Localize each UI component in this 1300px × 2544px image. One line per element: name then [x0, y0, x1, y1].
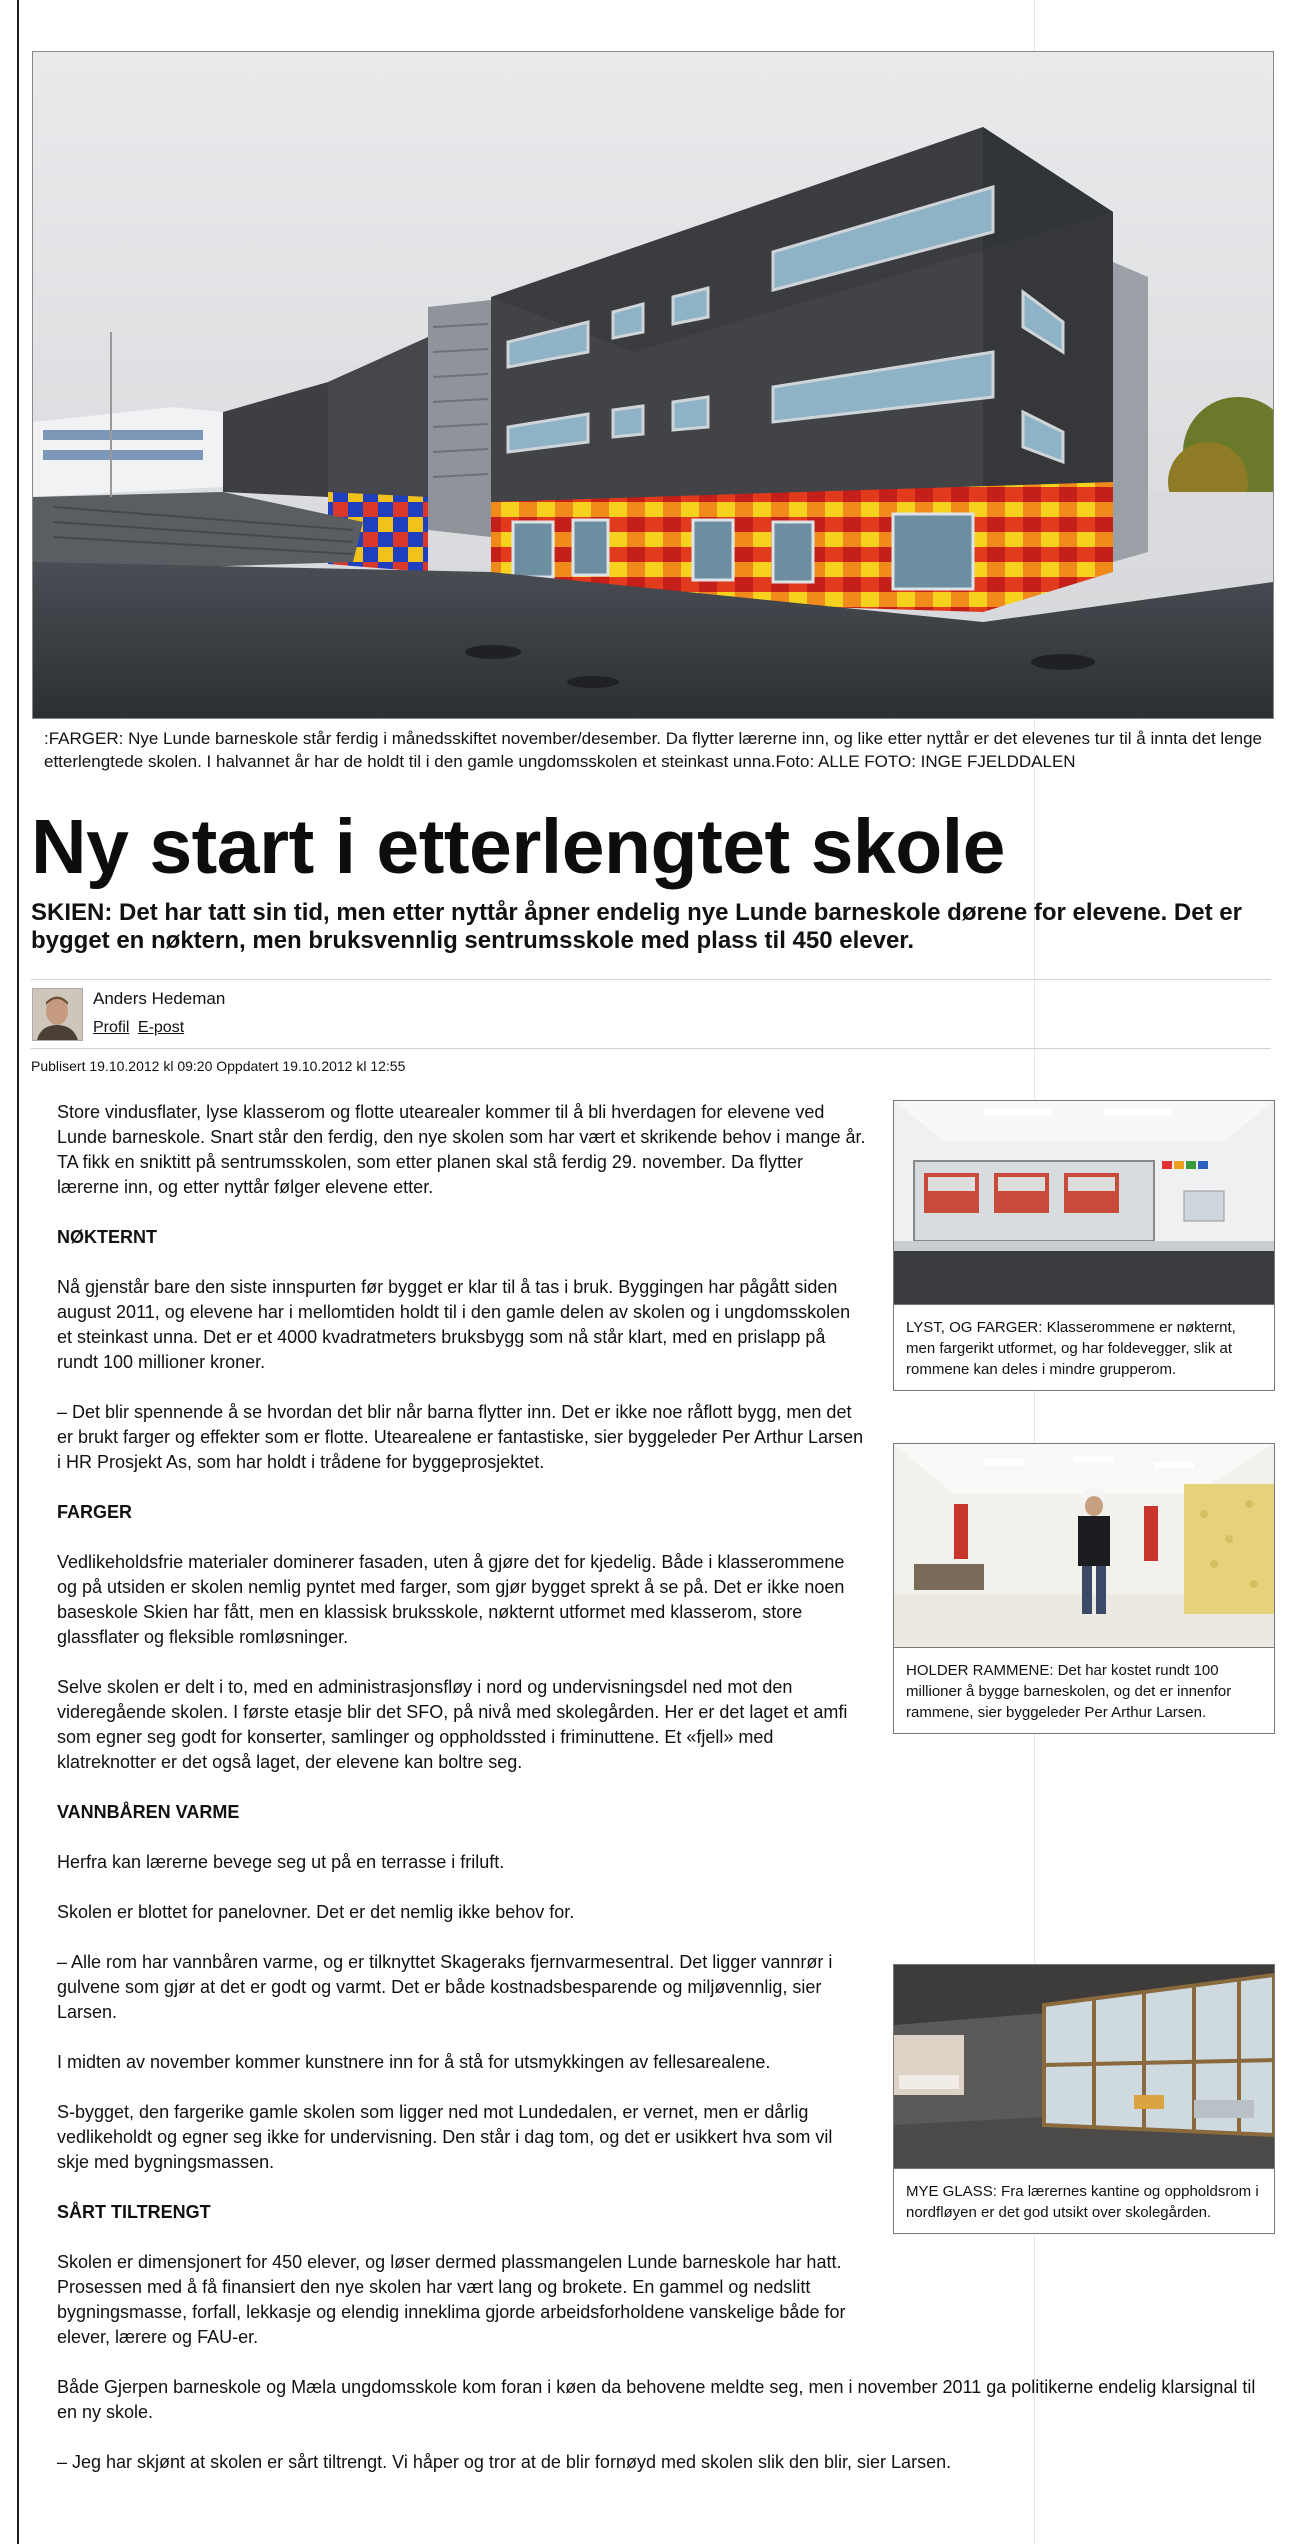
article-subheading: SÅRT TILTRENGT: [57, 2202, 211, 2222]
left-border-rule: [17, 0, 19, 2544]
article-paragraph: Skolen er dimensjonert for 450 elever, og løser dermed plassmangelen Lunde barneskole har hatt. Prosessen med å få finansiert den nye skolen har vært lang og brokete. En gammel og nedslitt bygningsmasse, forfall, lekkasje og elendig inneklima gjorde arbeidsforholdene vanskelige både for elever, lærere og FAU-er.: [57, 2252, 846, 2347]
article-lead: SKIEN: Det har tatt sin tid, men etter nyttår åpner endelig nye Lunde barneskole dørene for elevene. Det er bygget en nøktern, men bruksvennlig sentrumsskole med plass til 450 elever.: [31, 899, 1242, 954]
hallway-photo: [894, 1444, 1274, 1648]
figure-glass-room: [893, 1964, 1275, 2234]
glass-room-photo: [894, 1965, 1274, 2169]
article-paragraph: I midten av november kommer kunstnere inn for å stå for utsmykkingen av fellesarealene.: [57, 2052, 771, 2072]
author-avatar: [32, 988, 83, 1041]
byline-top-divider: [31, 979, 1271, 980]
article-paragraph: Selve skolen er delt i to, med en administrasjonsfløy i nord og undervisningsdel ned mot den videregående skolen. I første etasje blir det SFO, på nivå med skolegården. Her er det laget et amfi som egner seg godt for konserter, samlinger og oppholdssted i friminuttene. Et «fjell» med klatreknotter er det også laget, der elevene kan boltre seg.: [57, 1677, 848, 1772]
article-subheading: VANNBÅREN VARME: [57, 1802, 240, 1822]
article-paragraph: Vedlikeholdsfrie materialer dominerer fasaden, uten å gjøre det for kjedelig. Både i klasserommene og på utsiden er skolen nemlig pyntet med farger, som gjør bygget sprekt å se på. Det er ikke noen baseskole Skien har fått, men en klassisk bruksskole, nøkternt utformet med klasserom, store glassflater og fleksible romløsninger.: [57, 1552, 845, 1647]
hero-photo-caption: :FARGER: Nye Lunde barneskole står ferdig i månedsskiftet november/desember. Da flytter lærerne inn, og like etter nyttår er det elevenes tur til å innta det lenge etterlengtede skolen. I halvannet år har de holdt til i den gamle ungdomsskolen et steinkast unna.Foto: ALLE FOTO: INGE FJELDDALEN: [44, 729, 1263, 771]
article-paragraph: – Det blir spennende å se hvordan det blir når barna flytter inn. Det er ikke noe råflott bygg, men det er brukt farger og effekter som er flotte. Utearealene er fantastiske, sier byggeleder Per Arthur Larsen i HR Prosjekt As, som har holdt i trådene for byggeprosjektet.: [57, 1402, 864, 1472]
article-paragraph: Skolen er blottet for panelovner. Det er det nemlig ikke behov for.: [57, 1902, 575, 1922]
classroom-photo: [894, 1101, 1274, 1305]
article-paragraph: Nå gjenstår bare den siste innspurten før bygget er klar til å tas i bruk. Byggingen har pågått siden august 2011, og elevene har i mellomtiden holdt til i den gamle delen av skolen og i ungdomsskolen et steinkast unna. Det er et 4000 kvadratmeters bruksbygg som nå står klart, med en prislapp på rundt 100 millioner kroner.: [57, 1277, 851, 1372]
article-paragraph: Herfra kan lærerne bevege seg ut på en terrasse i friluft.: [57, 1852, 505, 1872]
author-email-link[interactable]: E-post: [137, 1019, 185, 1036]
school-building-illustration: [33, 52, 1273, 718]
article-paragraph: Store vindusflater, lyse klasserom og flotte utearealer kommer til å bli hverdagen for elevene ved Lunde barneskole. Snart står den ferdig, den nye skolen som har vært et skrikende behov i mange år. TA fikk en sniktitt på sentrumsskolen, som etter planen skal stå ferdig 29. november. Da flytter lærerne inn, og etter nyttår følger elevene etter.: [57, 1102, 866, 1197]
publish-timestamp: Publisert 19.10.2012 kl 09:20 Oppdatert 19.10.2012 kl 12:55: [31, 1058, 406, 1074]
article-headline: Ny start i etterlengtet skole: [31, 804, 1005, 890]
article-subheading: FARGER: [57, 1502, 133, 1522]
figure-caption: MYE GLASS: Fra lærernes kantine og oppholdsrom i nordfløyen er det god utsikt over skolegården.: [906, 2183, 1259, 2221]
article-paragraph: S-bygget, den fargerike gamle skolen som ligger ned mot Lundedalen, er vernet, men er dårlig vedlikeholdt og egner seg ikke for undervisning. Den står i dag tom, og det er usikkert hva som vil skje med bygningsmassen.: [57, 2102, 833, 2172]
author-name: Anders Hedeman: [93, 989, 226, 1008]
figure-classroom: [893, 1100, 1275, 1391]
figure-caption: LYST, OG FARGER: Klasserommene er nøkternt, men fargerikt utformet, og har foldevegger, slik at rommene kan deles i mindre grupperom.: [906, 1319, 1236, 1378]
article-paragraph: Både Gjerpen barneskole og Mæla ungdomsskole kom foran i køen da behovene meldte seg, men i november 2011 ga politikerne endelig klarsignal til en ny skole.: [57, 2377, 1256, 2422]
article-subheading: NØKTERNT: [57, 1227, 157, 1247]
article-paragraph: – Alle rom har vannbåren varme, og er tilknyttet Skageraks fjernvarmesentral. Det ligger vannrør i gulvene som gjør at det er godt og varmt. Det er både kostnadsbesparende og miljøvennlig, sier Larsen.: [57, 1952, 833, 2022]
author-profile-link[interactable]: Profil: [93, 1019, 130, 1036]
byline: [31, 987, 631, 1042]
hero-photo: [32, 51, 1274, 719]
author-links: [93, 1019, 188, 1037]
byline-bottom-divider: [31, 1048, 1271, 1049]
article-paragraph: – Jeg har skjønt at skolen er sårt tiltrengt. Vi håper og tror at de blir fornøyd med skolen slik den blir, sier Larsen.: [57, 2452, 952, 2472]
figure-caption: HOLDER RAMMENE: Det har kostet rundt 100 millioner å bygge barneskolen, og det er innenfor rammene, sier byggeleder Per Arthur Larsen.: [906, 1662, 1232, 1721]
figure-hallway: [893, 1443, 1275, 1734]
